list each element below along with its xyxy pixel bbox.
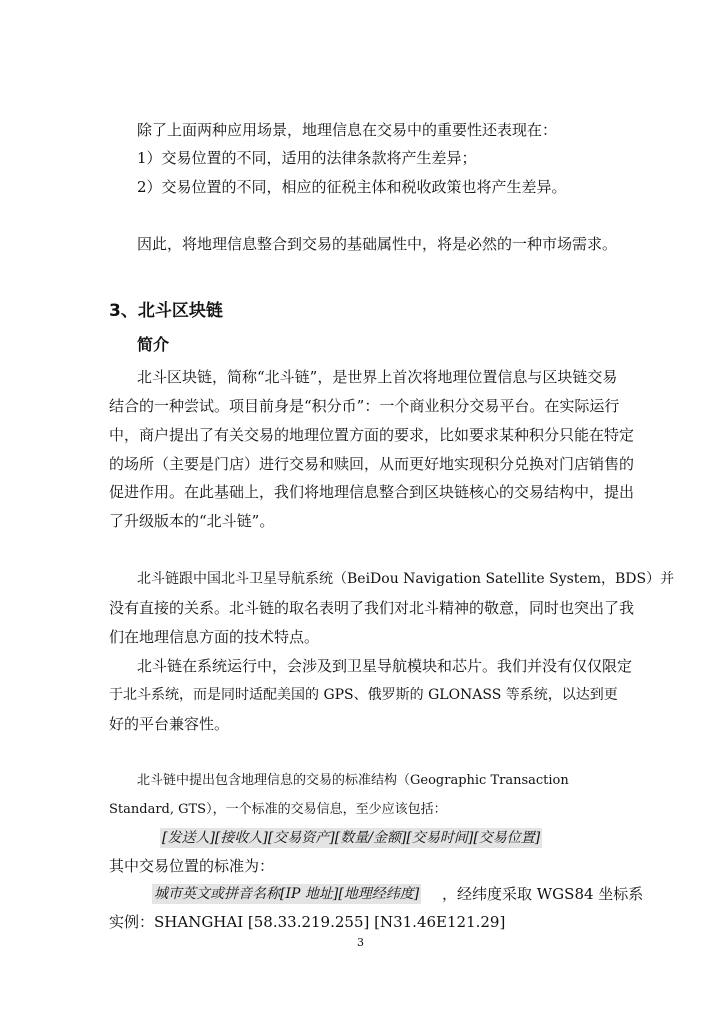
paragraph-line: 于北斗系统，而是同时适配美国的 GPS、俄罗斯的 GLONASS 等系统，以达到更 xyxy=(109,687,618,703)
paragraph-line: 好的平台兼容性。 xyxy=(109,715,230,733)
location-standard-suffix: ，经纬度采取 WGS84 坐标系 xyxy=(442,885,644,903)
example-line: 实例：SHANGHAI [58.33.219.255] [N31.46E121.29] xyxy=(109,913,506,931)
section-heading: 3、北斗区块链 xyxy=(109,301,223,321)
paragraph-line: 没有直接的关系。北斗链的取名表明了我们对北斗精神的敬意，同时也突出了我 xyxy=(109,599,635,617)
paragraph-line: 北斗链中提出包含地理信息的交易的标准结构（Geographic Transaction xyxy=(137,773,569,788)
conclusion-paragraph: 因此，将地理信息整合到交易的基础属性中，将是必然的一种市场需求。 xyxy=(137,235,618,253)
paragraph-line: 北斗链在系统运行中，会涉及到卫星导航模块和芯片。我们并没有仅仅限定 xyxy=(137,657,633,675)
paragraph-line: 们在地理信息方面的技术特点。 xyxy=(109,628,320,646)
location-label: 其中交易位置的标准为： xyxy=(109,857,275,875)
page-number: 3 xyxy=(357,936,364,949)
paragraph-line: 北斗链跟中国北斗卫星导航系统（BeiDou Navigation Satellite System，BDS）并 xyxy=(137,571,675,587)
intro-paragraph: 除了上面两种应用场景，地理信息在交易中的重要性还表现在： xyxy=(137,121,558,139)
list-item-2: 2）交易位置的不同，相应的征税主体和税收政策也将产生差异。 xyxy=(137,178,567,196)
paragraph-line: 促进作用。在此基础上，我们将地理信息整合到区块链核心的交易结构中，提出 xyxy=(109,483,635,501)
subheading: 简介 xyxy=(137,335,170,354)
paragraph-line: 的场所（主要是门店）进行交易和赎回，从而更好地实现积分兑换对门店销售的 xyxy=(109,455,635,473)
transaction-structure-box: [发送人][接收人][交易资产][数量/金额][交易时间][交易位置] xyxy=(162,830,541,846)
list-item-1: 1）交易位置的不同，适用的法律条款将产生差异； xyxy=(137,149,477,167)
paragraph-line: 北斗区块链，简称“北斗链”，是世界上首次将地理位置信息与区块链交易 xyxy=(137,368,618,386)
location-standard-box: 城市英文或拼音名称[IP 地址][地理经纬度] xyxy=(154,886,420,902)
paragraph-line: 结合的一种尝试。项目前身是“积分币”：一个商业积分交易平台。在实际运行 xyxy=(109,397,620,415)
paragraph-line: 中，商户提出了有关交易的地理位置方面的要求，比如要求某种积分只能在特定 xyxy=(109,426,635,444)
paragraph-line: Standard, GTS），一个标准的交易信息，至少应该包括： xyxy=(109,802,447,817)
paragraph-line: 了升级版本的“北斗链”。 xyxy=(109,512,275,530)
